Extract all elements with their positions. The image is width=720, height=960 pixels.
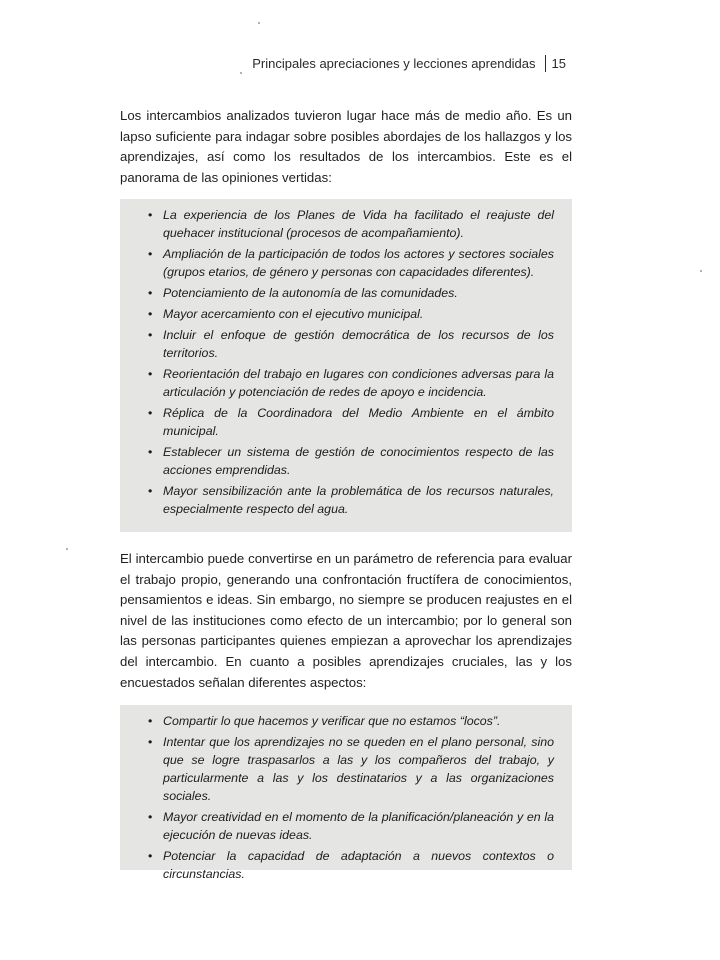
list-item: • Compartir lo que hacemos y verificar que no estamos “locos”. bbox=[148, 712, 554, 730]
page-number: 15 bbox=[551, 56, 566, 71]
list-item: • Réplica de la Coordinadora del Medio Ambiente en el ámbito municipal. bbox=[148, 404, 554, 440]
opinions-list bbox=[148, 206, 554, 518]
list-item: • Potenciamiento de la autonomía de las comunidades. bbox=[148, 284, 554, 302]
opinions-box bbox=[120, 199, 572, 532]
list-item: • Establecer un sistema de gestión de conocimientos respecto de las acciones emprendidas. bbox=[148, 443, 554, 479]
scan-speck bbox=[700, 270, 702, 272]
intro-paragraph: Los intercambios analizados tuvieron lugar hace más de medio año. Es un lapso suficiente para indagar sobre posibles abordajes de los hallazgos y los aprendizajes, así como los resultados de los intercambios. Este es el panorama de las opiniones vertidas: bbox=[120, 108, 572, 185]
scan-speck bbox=[66, 548, 68, 550]
learnings-box bbox=[120, 705, 572, 882]
list-item: • Mayor acercamiento con el ejecutivo municipal. bbox=[148, 305, 554, 323]
learnings-list bbox=[148, 712, 554, 884]
list-item: • Potenciar la capacidad de adaptación a nuevos contextos o circunstancias. bbox=[148, 847, 554, 883]
list-item: • Intentar que los aprendizajes no se queden en el plano personal, sino que se logre traspasarlos a las y los compañeros del trabajo, y particularmente a las y los destinatarios y a las organizaciones sociales. bbox=[148, 733, 554, 806]
scan-speck bbox=[258, 22, 260, 24]
running-header bbox=[252, 55, 566, 72]
list-item: • Ampliación de la participación de todos los actores y sectores sociales (grupos etarios, de género y personas con capacidades diferentes). bbox=[148, 245, 554, 281]
running-header-title: Principales apreciaciones y lecciones aprendidas bbox=[252, 56, 536, 71]
list-item: • Mayor sensibilización ante la problemática de los recursos naturales, especialmente respecto del agua. bbox=[148, 482, 554, 518]
list-item: • La experiencia de los Planes de Vida ha facilitado el reajuste del quehacer institucional (procesos de acompañamiento). bbox=[148, 206, 554, 242]
scan-speck bbox=[240, 72, 242, 74]
list-item: • Mayor creatividad en el momento de la planificación/planeación y en la ejecución de nuevas ideas. bbox=[148, 808, 554, 844]
list-item: • Incluir el enfoque de gestión democrática de los recursos de los territorios. bbox=[148, 326, 554, 362]
header-divider bbox=[545, 55, 546, 72]
second-paragraph: El intercambio puede convertirse en un parámetro de referencia para evaluar el trabajo propio, generando una confrontación fructífera de conocimientos, pensamientos e ideas. Sin embargo, no siempre se producen reajustes en el nivel de las instituciones como efecto de un intercambio; por lo general son las personas participantes quienes empiezan a aprovechar los aprendizajes del intercambio. En cuanto a posibles aprendizajes cruciales, las y los encuestados señalan diferentes aspectos: bbox=[120, 551, 572, 690]
list-item: • Reorientación del trabajo en lugares con condiciones adversas para la articulación y potenciación de redes de apoyo e incidencia. bbox=[148, 365, 554, 401]
